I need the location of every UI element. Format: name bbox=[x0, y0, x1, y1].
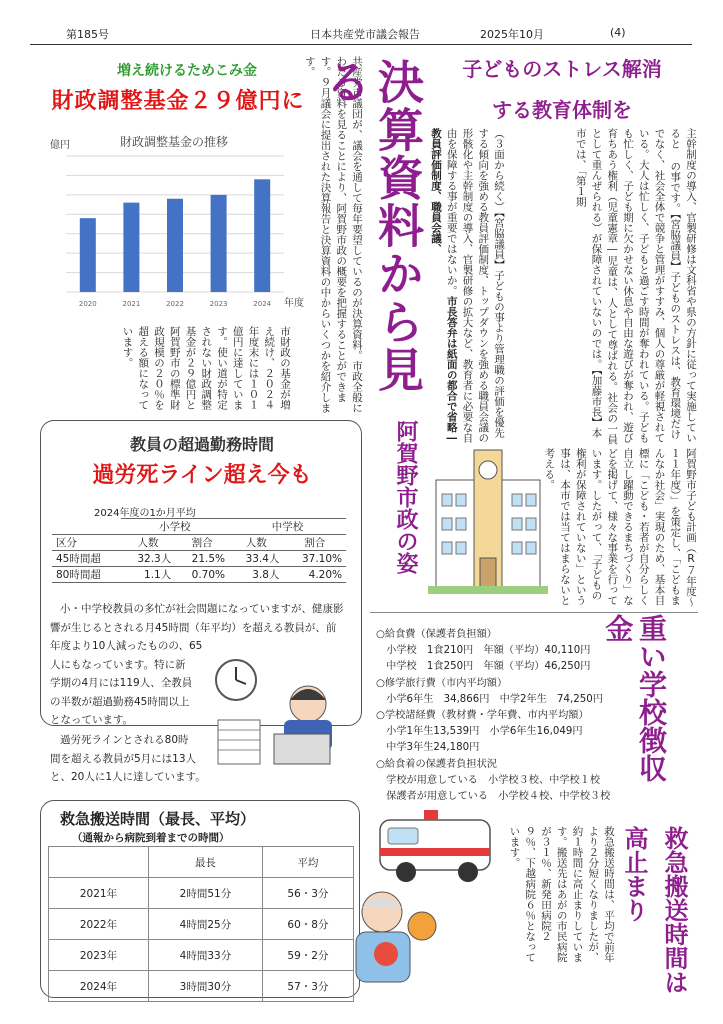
group-elementary: 小学校 bbox=[121, 519, 229, 535]
teachers-line: 間を超える教員が5月には13人 bbox=[50, 752, 197, 765]
ambulance-heading: 救急搬送時間（最長、平均） bbox=[60, 810, 256, 828]
stress-col-3: 阿賀野市子ども計画（R７年度～１１年度）」を策定し、「こどもまんなか社会」実現のため、基本目標に「こども・若者が自分らしく自立し躍動できるまちづくり」などを掲げて、様々な事業を行っています。したがって、「子どもの権利が保障されていない」という事は、本市では当てはまらないと考える。 bbox=[543, 448, 697, 607]
col-header: 区分 bbox=[52, 535, 121, 551]
tired-teacher-svg bbox=[210, 650, 360, 770]
teachers-line: と、20人に1人に達しています。 bbox=[50, 771, 206, 783]
building-illustration bbox=[428, 440, 548, 596]
table-cell: 2021年 bbox=[49, 878, 149, 909]
table-row bbox=[52, 551, 346, 567]
patient-svg bbox=[340, 880, 440, 990]
stress-col-1 bbox=[426, 128, 506, 448]
chart-tick-label: 2022 bbox=[166, 300, 184, 308]
fund-heading-small: 増え続けるためこみ金 bbox=[117, 63, 257, 79]
col-header: 平均 bbox=[262, 847, 353, 878]
ambulance-svg bbox=[372, 800, 502, 890]
fund-chart-svg bbox=[44, 126, 310, 316]
fees-line: 小学6年生 34,866円 中学2年生 74,250円 bbox=[376, 693, 603, 705]
table-cell: 45時間超 bbox=[52, 551, 121, 567]
table-cell: 4.20% bbox=[283, 567, 346, 583]
fund-body: 市財政の基金が増え続け、２０２４年度末には１０１億円に達しています。使い道が特定されない財政調整基金が２９億円と阿賀野市の標準財政規模の２０％を超える額になっています。 bbox=[121, 326, 291, 410]
teachers-line: 響が生じるとされる月45時間（年平均）を超える教員が、前 bbox=[50, 621, 337, 634]
table-cell: 2022年 bbox=[49, 909, 149, 940]
fees-line: 保護者が用意している 小学校４校、中学校３校 bbox=[376, 791, 611, 803]
ambulance-title-2: 高止まり bbox=[620, 826, 648, 922]
chart-tick-label: 2023 bbox=[209, 300, 228, 308]
teachers-line: の半数が超過勤務45時間以上 bbox=[50, 695, 190, 708]
table-cell: 2時間51分 bbox=[149, 878, 263, 909]
stress-q1: 【宮脇議員】子どもの事より管理職の評価を優先する傾向を強める教員評価制度、トップダウンを強める職員会議の形骸化や主幹制度の導入、官製研修の拡大など、教育者に必要な自由を保障する事が重要ではないか。 bbox=[445, 128, 505, 443]
chart-bar bbox=[167, 199, 183, 292]
overtime-table-title: 2024年度の1か月平均 bbox=[94, 508, 196, 519]
chart-tick-label: 2020 bbox=[78, 300, 97, 308]
header-rule bbox=[30, 44, 692, 45]
chart-bar bbox=[80, 218, 96, 292]
chart-tick-label: 2024 bbox=[253, 300, 272, 308]
fees-line: 中学3年生24,180円 bbox=[376, 742, 480, 754]
fund-heading-large: 財政調整基金２９億円に bbox=[51, 89, 305, 114]
table-cell: 4時間33分 bbox=[149, 940, 263, 971]
teachers-line: 過労死ラインとされる80時 bbox=[60, 734, 189, 746]
stress-col-2 bbox=[506, 128, 698, 448]
fees-line: ○給食着の保護者負担状況 bbox=[376, 758, 497, 770]
table-row bbox=[49, 878, 354, 909]
stress-mayor-note: 市長答弁は紙面の都合で省略―教員評価制度、職員会議、 bbox=[430, 128, 458, 445]
table-cell: 1.1人 bbox=[121, 567, 175, 583]
teachers-line: となっています。 bbox=[50, 714, 134, 726]
table-row bbox=[49, 909, 354, 940]
table-row bbox=[49, 940, 354, 971]
table-cell: 3.8人 bbox=[229, 567, 283, 583]
chart-tick-label: 2021 bbox=[122, 300, 141, 308]
table-cell: 57・3分 bbox=[262, 971, 353, 1002]
fees-line: ○給食費（保護者負担額） bbox=[376, 629, 497, 640]
chart-x-ticks bbox=[79, 300, 272, 308]
teachers-line: 小・中学校教員の多忙が社会問題になっていますが、健康影 bbox=[60, 603, 344, 615]
stress-mayor-answer: 【加藤市長】本市では、「第１期 bbox=[574, 128, 603, 438]
chart-bars bbox=[80, 179, 270, 292]
chart-bar bbox=[211, 195, 227, 292]
table-cell: 56・3分 bbox=[262, 878, 353, 909]
chart-title: 財政調整基金の推移 bbox=[119, 135, 229, 149]
group-junior-high: 中学校 bbox=[229, 519, 346, 535]
ambulance-illustration bbox=[372, 800, 502, 890]
stress-heading-1: 子どものストレス解消 bbox=[462, 57, 662, 81]
table-cell: 2023年 bbox=[49, 940, 149, 971]
fees-line: ○修学旅行費（市内平均額） bbox=[376, 677, 508, 689]
fees-line: 中学校 1食250円 年額（平均）46,250円 bbox=[376, 661, 591, 673]
ambulance-header-row bbox=[49, 847, 354, 878]
teachers-para-2 bbox=[50, 731, 230, 787]
page-header bbox=[0, 26, 723, 44]
ambulance-subheading: （通報から病院到着までの時間） bbox=[72, 832, 230, 844]
stress-answer-1: 主幹制度の導入、官製研修は文科省や県の方針に従って実施していると の事です。 bbox=[669, 128, 697, 443]
fees-divider bbox=[370, 612, 698, 613]
main-title: 決算資料から見る bbox=[318, 58, 425, 394]
building-svg bbox=[428, 440, 548, 596]
ambulance-title-1: 救急搬送時間は bbox=[660, 826, 688, 994]
chart-bar bbox=[254, 179, 270, 292]
teachers-heading-1: 教員の超過勤務時間 bbox=[129, 435, 274, 454]
page-number: (4) bbox=[610, 26, 626, 39]
table-cell: 3時間30分 bbox=[149, 971, 263, 1002]
issue-number: 第185号 bbox=[66, 28, 109, 41]
teachers-heading-2: 過労死ライン超え今も bbox=[92, 463, 312, 488]
col-header: 割合 bbox=[283, 535, 346, 551]
col-header bbox=[49, 847, 149, 878]
chart-x-label: 年度 bbox=[284, 298, 304, 309]
col-header: 人数 bbox=[229, 535, 283, 551]
stress-q2: 【宮脇議員】子どものストレスは、教育環境だけでなく、社会全体で競争と管理がすすみ、個人の尊厳が軽視されている。大人は忙しく、子どもと過ごす時間が奪われている。子どもも忙しく、子ども期に欠かせない休息や自由な遊びが奪われ、遊び育ちあう権利（児童憲章―児童は、人として尊ばれる。社会の一員として重んぜられる）が保障されていないのでは。 bbox=[590, 128, 682, 445]
col-header: 人数 bbox=[121, 535, 175, 551]
teachers-line: 学期の4月には119人、全教員 bbox=[50, 677, 193, 689]
fees-heading: 重い学校徴収金 bbox=[601, 614, 668, 782]
teachers-line: 年度より10人減ったものの、65 bbox=[50, 640, 203, 652]
fees-line: 小学1年生13,539円 小学6年生16,049円 bbox=[376, 726, 583, 738]
fees-line: ○学校諸経費（教材費・学年費、市内平均額） bbox=[376, 710, 589, 722]
table-cell: 0.70% bbox=[175, 567, 229, 583]
table-cell: 59・2分 bbox=[262, 940, 353, 971]
intro-text: 共産党市議団が、議会を通して毎年要望しているのが決算資料。市政全般にわたる資料を見ることにより、阿賀野市政の概要を把握することができます。９月議会に提出された決算報告と決算資料の中からいくつかを紹介します。 bbox=[303, 56, 363, 413]
stress-heading-2: する教育体制を bbox=[492, 98, 632, 122]
fees-line: 小学校 1食210円 年額（平均）40,110円 bbox=[376, 645, 591, 657]
table-cell: 21.5% bbox=[175, 551, 229, 567]
table-cell: 80時間超 bbox=[52, 567, 121, 583]
col-header: 割合 bbox=[175, 535, 229, 551]
fees-line: 学校が用意している 小学校３校、中学校１校 bbox=[376, 774, 601, 786]
table-row bbox=[52, 567, 346, 583]
stress-line-intro: （３面から続く） bbox=[493, 128, 505, 212]
table-cell: 2024年 bbox=[49, 971, 149, 1002]
teachers-line: 人にもなっています。特に新 bbox=[50, 658, 186, 671]
overtime-table-group-row bbox=[52, 519, 346, 535]
table-cell: 4時間25分 bbox=[149, 909, 263, 940]
paper-name: 日本共産党市議会報告 bbox=[310, 28, 420, 41]
patient-illustration bbox=[340, 880, 440, 990]
main-subtitle: 阿賀野市政の姿 bbox=[393, 420, 418, 574]
overtime-table bbox=[52, 518, 346, 583]
issue-date: 2025年10月 bbox=[480, 28, 544, 41]
chart-bar bbox=[123, 203, 139, 292]
fees-list bbox=[376, 627, 626, 805]
tired-teacher-illustration bbox=[210, 650, 360, 770]
table-cell: 33.4人 bbox=[229, 551, 283, 567]
ambulance-table bbox=[48, 846, 354, 1002]
table-cell: 37.10% bbox=[283, 551, 346, 567]
table-row bbox=[49, 971, 354, 1002]
overtime-table-header-row bbox=[52, 535, 346, 551]
col-header: 最長 bbox=[149, 847, 263, 878]
table-cell: 32.3人 bbox=[121, 551, 175, 567]
ambulance-body: 救急搬送時間は、平均で前年より２分短くなりましたが、約１時間に高止まりしています。搬送先はあがの市民病院が３１％、新発田病院２９％、下越病院６％となっています。 bbox=[508, 826, 615, 963]
table-cell: 60・8分 bbox=[262, 909, 353, 940]
chart-y-label: 億円 bbox=[50, 140, 70, 151]
fund-chart bbox=[44, 126, 310, 316]
